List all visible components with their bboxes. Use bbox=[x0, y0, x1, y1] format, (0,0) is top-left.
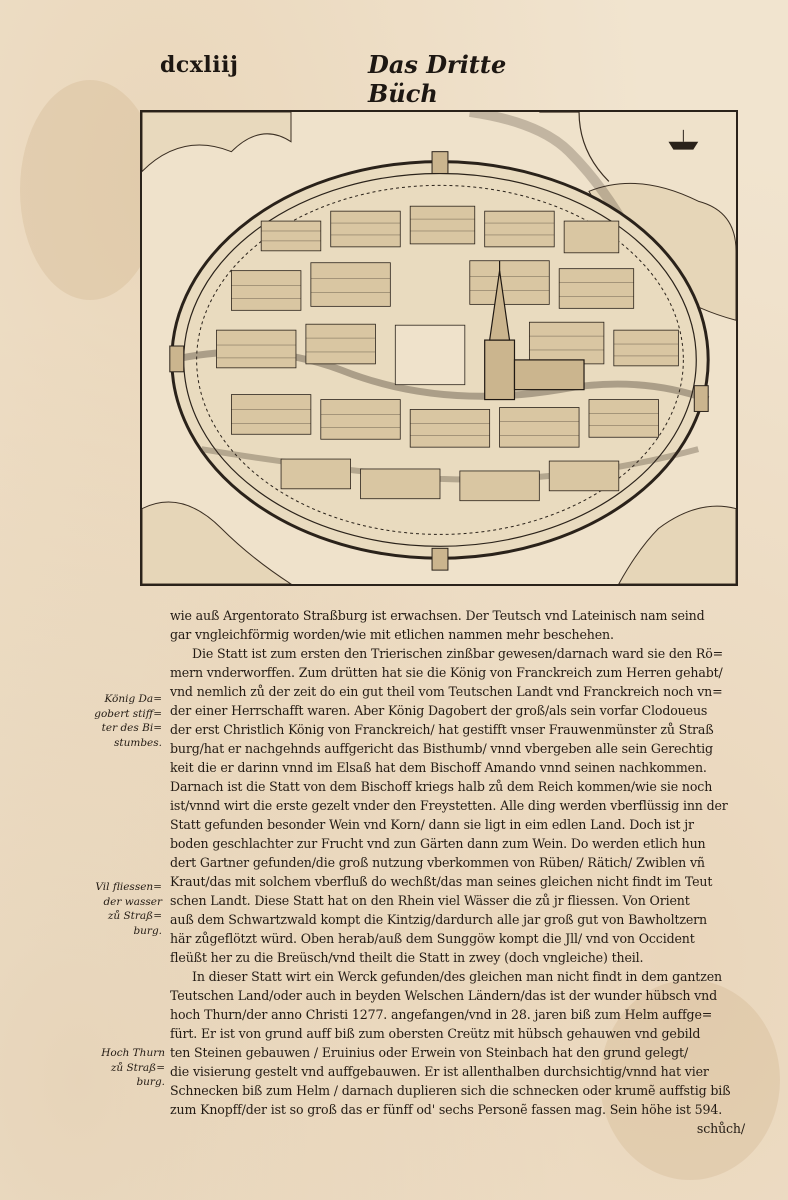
text-line: auß dem Schwartzwald kompt die Kintzig/dardurch alle jar groß gut von Bawholtzern bbox=[170, 912, 708, 927]
text-line: wie auß Argentorato Straßburg ist erwachsen. Der Teutsch vnd Lateinisch nam seind bbox=[170, 608, 705, 623]
text-line: der erst Christlich König von Franckreich/ hat gestifft vnser Frauwenmünster zů Straß bbox=[170, 722, 714, 737]
marginal-note-tower bbox=[80, 1046, 165, 1090]
text-line: Die Statt ist zum ersten den Trierischen zinßbar gewesen/darnach ward sie den Rö= bbox=[192, 646, 724, 661]
paper-stain bbox=[20, 80, 160, 300]
folio-number: dcxliij bbox=[160, 52, 239, 78]
marginal-note-dagobert bbox=[80, 692, 162, 750]
text-line: fürt. Er ist von grund auff biß zum obersten Creütz mit hübsch gehauwen vnd gebild bbox=[170, 1026, 701, 1041]
marginal-line: zů Straß= bbox=[107, 910, 162, 922]
text-line: ten Steinen gebauwen / Eruinius oder Erwein von Steinbach hat den grund gelegt/ bbox=[170, 1045, 689, 1060]
text-line: här zůgeflötzt würd. Oben herab/auß dem Sunggöw kompt die Jll/ vnd von Occident bbox=[170, 931, 695, 946]
strasbourg-map-illustration bbox=[142, 112, 736, 584]
text-line: hoch Thurn/der anno Christi 1277. angefangen/vnd in 28. jaren biß zum Helm auffge= bbox=[170, 1007, 713, 1022]
text-line: dert Gartner gefunden/die groß nutzung vberkommen von Rüben/ Rätich/ Zwiblen vñ bbox=[170, 855, 705, 870]
text-line: schen Landt. Diese Statt hat on den Rhein viel Wässer die zů jr fliessen. Von Orient bbox=[170, 893, 690, 908]
marginal-line: burg. bbox=[136, 1076, 165, 1088]
marginal-line: der wasser bbox=[103, 895, 162, 908]
marginal-line: Vil fliessen= bbox=[95, 881, 162, 893]
marginal-line: burg. bbox=[133, 924, 162, 937]
text-line: der einer Herrschafft waren. Aber König Dagobert der groß/als sein vorfar Clodoueus bbox=[170, 703, 708, 718]
marginal-line: Hoch Thurn bbox=[101, 1047, 165, 1059]
text-line: In dieser Statt wirt ein Werck gefunden/des gleichen man nicht findt in dem gantzen bbox=[192, 969, 722, 984]
text-line: Teutschen Land/oder auch in beyden Welschen Ländern/das ist der wunder hübsch vnd bbox=[170, 988, 718, 1003]
marginal-line: ter des Bi= bbox=[101, 722, 162, 734]
page-header bbox=[160, 50, 580, 108]
text-line: Kraut/das mit solchem vberfluß do wechßt/das man seines gleichen nicht findt im Teut bbox=[170, 874, 713, 889]
text-line: vnd nemlich zů der zeit do ein gut theil vom Teutschen Landt vnd Franckreich noch vn= bbox=[170, 684, 723, 699]
text-line: gar vngleichförmig worden/wie mit etlichen nammen mehr beschehen. bbox=[170, 627, 614, 642]
text-line: Schnecken biß zum Helm / darnach duplieren sich die schnecken oder krumẽ auffstig biß bbox=[170, 1083, 731, 1098]
text-line: die visierung gestelt vnd auffgebauwen. Er ist allenthalben durchsichtig/vnnd hat vier bbox=[170, 1064, 709, 1079]
text-line: keit die er darinn vnnd im Elsaß hat dem Bischoff Amando vnnd seinen nachkommen. bbox=[170, 760, 707, 775]
text-line: boden geschlachter zur Frucht vnd zun Gärten dann zum Wein. Do werden etlich hun bbox=[170, 836, 706, 851]
marginal-line: stumbes. bbox=[114, 736, 162, 749]
text-line: Darnach ist die Statt von dem Bischoff kriegs halb zů dem Reich kommen/wie sie noch bbox=[170, 779, 713, 794]
running-title: Das Dritte Büch bbox=[368, 50, 507, 108]
text-line: burg/hat er nachgehnds auffgericht das Bisthumb/ vnnd vbergeben alle sein Gerechtig bbox=[170, 741, 713, 756]
city-view-woodcut bbox=[140, 110, 738, 586]
marginal-line: zů Straß= bbox=[110, 1061, 165, 1074]
text-line: zum Knopff/der ist so groß das er fünff od' sechs Personẽ fassen mag. Sein höhe ist 594. bbox=[170, 1102, 723, 1117]
text-line: fleüßt her zu die Breüsch/vnd theilt die Statt in zwey (doch vngleiche) theil. bbox=[170, 950, 644, 965]
catchword: schůch/ bbox=[696, 1121, 745, 1136]
marginal-line: König Da= bbox=[104, 693, 162, 705]
marginal-note-waters bbox=[80, 880, 162, 938]
text-line: ist/vnnd wirt die erste gezelt vnder den Freystetten. Alle ding werden vberflüssig inn der bbox=[170, 798, 728, 813]
text-line: Statt gefunden besonder Wein vnd Korn/ dann sie ligt in eim edlen Land. Doch ist jr bbox=[170, 817, 694, 832]
text-line: mern vnderworffen. Zum drütten hat sie die König von Franckreich zum Herren gehabt/ bbox=[170, 665, 723, 680]
body-text bbox=[170, 606, 745, 1138]
marginal-line: gobert stiff= bbox=[94, 707, 162, 720]
